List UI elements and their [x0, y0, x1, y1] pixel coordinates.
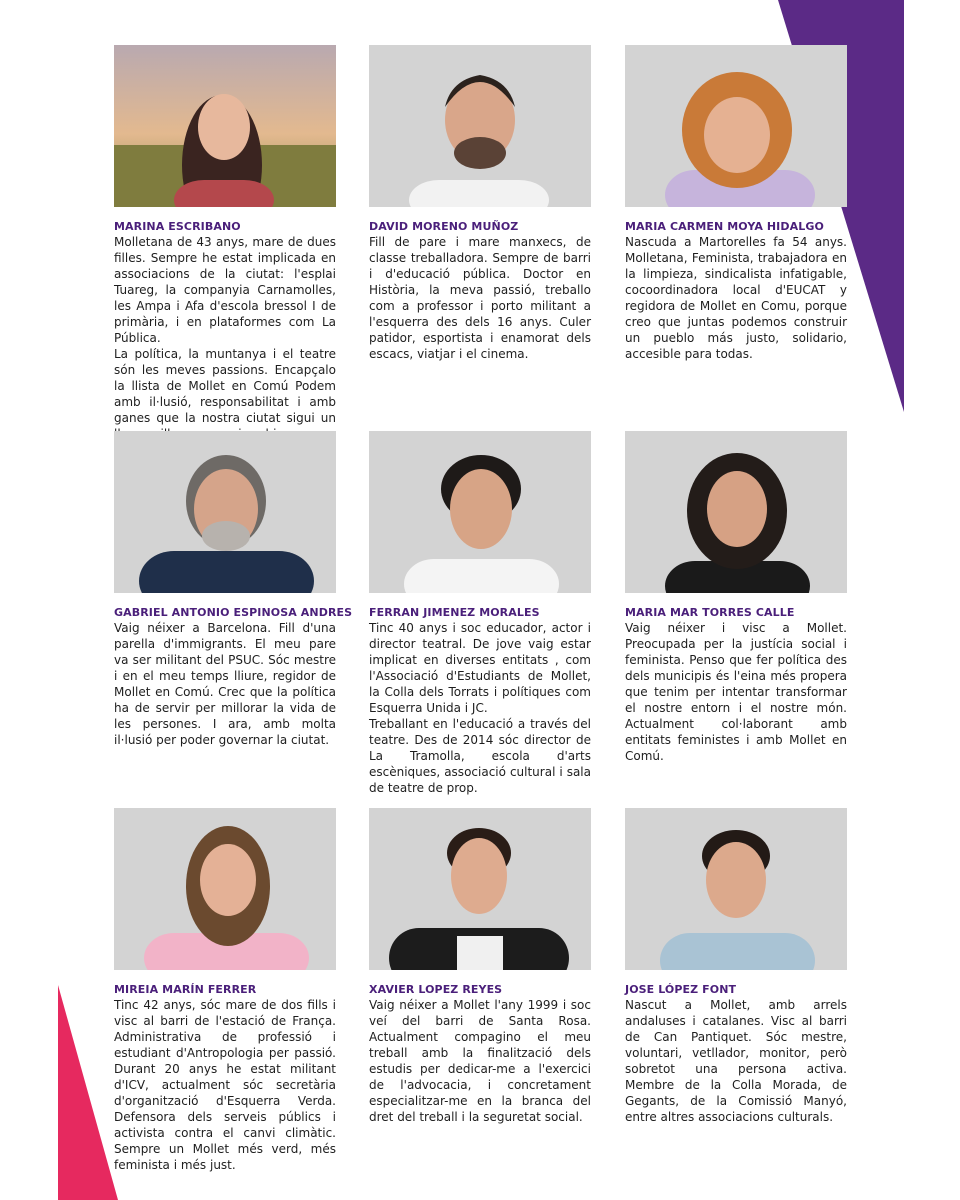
candidate-bio: Nascut a Mollet, amb arrels andaluses i catalanes. Visc al barri de Can Pantiquet. Sóc mestre, voluntari, vetllador, monitor, però sobretot una persona activa. Membre de la Colla Morada, de Gegants, de la Comissió Manyó, entre altres associacions culturals. — [625, 998, 847, 1124]
candidate-name: MARINA ESCRIBANO — [114, 220, 241, 233]
candidate-card — [625, 808, 847, 1125]
candidate-name: MIREIA MARÍN FERRER — [114, 983, 257, 996]
candidate-name: FERRAN JIMENEZ MORALES — [369, 606, 540, 619]
candidate-bio: Vaig néixer a Mollet l'any 1999 i soc veí del barri de Santa Rosa. Actualment compagino el meu treball amb la finalització dels estudis per dedicar-me a l'exercici de l'advocacia, i concretament especialitzar-me en la branca del dret del treball i la seguretat social. — [369, 998, 591, 1124]
candidate-card — [369, 45, 591, 362]
candidate-name: MARIA CARMEN MOYA HIDALGO — [625, 220, 824, 233]
candidate-photo — [114, 431, 336, 593]
candidate-photo — [114, 45, 336, 207]
candidate-card — [625, 431, 847, 764]
candidate-photo — [369, 431, 591, 593]
candidate-bio: Fill de pare i mare manxecs, de classe treballadora. Sempre de barri i d'educació pública. Doctor en Història, la meva passió, treballo com a professor i porto militant a l'esquerra des dels 16 anys. Culer patidor, esportista i enamorat dels escacs, viatjar i el cinema. — [369, 235, 591, 361]
candidate-card — [369, 808, 591, 1125]
candidate-bio: Tinc 42 anys, sóc mare de dos fills i visc al barri de l'estació de França. Administrativa de professió i estudiant d'Antropologia per passió. Durant 20 anys he estat militant d'ICV, actualment sóc secretària d'organització d'Esquerra Verda. Defensora dels serveis públics i activista contra el canvi climàtic. Sempre un Mollet més verd, més feminista i més just. — [114, 998, 336, 1172]
candidate-card — [369, 431, 591, 796]
candidate-bio: Molletana de 43 anys, mare de dues filles. Sempre he estat implicada en associacions de la ciutat: l'esplai Tuareg, la companyia Carnamolles, les Ampa i Afa d'escola bressol I de primària, i en plataformes com La Pública. La política, la muntanya i el teatre són les meves passions. Encapçalo la llista de Mollet en Comú Podem amb il·lusió, responsabilitat i amb ganes que la nostra ciutat sigui un — [114, 235, 336, 425]
candidate-name: GABRIEL ANTONIO ESPINOSA ANDRES — [114, 606, 353, 619]
candidate-name: XAVIER LOPEZ REYES — [369, 983, 503, 996]
candidate-card — [625, 45, 847, 362]
candidate-bio: Nascuda a Martorelles fa 54 anys. Molletana, Feminista, trabajadora en la limpieza, sindicalista infatigable, cocoordinadora local d'EUCAT y regidora de Mollet en Comu, porque creo que juntas podemos construir un pueblo más justo, solidario, accesible para todas. — [625, 235, 847, 361]
candidate-card — [114, 45, 336, 458]
candidate-name: DAVID MORENO MUÑOZ — [369, 220, 519, 233]
candidate-photo — [369, 808, 591, 970]
candidate-name: JOSE LÓPEZ FONT — [625, 983, 737, 996]
candidate-photo — [625, 431, 847, 593]
candidate-bio: Vaig néixer i visc a Mollet. Preocupada per la justícia social i feminista. Penso que fer política des dels municipis és l'eina més propera que tenim per intentar transformar el nostre entorn i el nostre món. Actualment col·laborant amb entitats feministes i amb Mollet en Comú. — [625, 621, 847, 763]
candidate-bio: Tinc 40 anys i soc educador, actor i director teatral. De jove vaig estar implicat en diverses entitats , com l'Associació d'Estudiants de Mollet, la Colla dels Torrats i polítiques com Esquerra Unida i JC. Treballant en l'educació a través del teatre. Des de 2014 sóc director de La Tramolla, escola d'arts escèniques, associació cultural i sala de teatre de prop. — [369, 621, 591, 795]
candidate-name: MARIA MAR TORRES CALLE — [625, 606, 795, 619]
candidate-bio: Vaig néixer a Barcelona. Fill d'una parella d'immigrants. El meu pare va ser militant del PSUC. Sóc mestre i en el meu temps lliure, regidor de Mollet en Comú. Crec que la política ha de servir per millorar la vida de les persones. I ara, amb molta il·lusió per poder governar la ciutat. — [114, 621, 336, 747]
candidate-card — [114, 808, 336, 1173]
candidate-photo — [114, 808, 336, 970]
candidate-photo — [625, 45, 847, 207]
candidate-photo — [625, 808, 847, 970]
candidate-card — [114, 431, 353, 748]
candidate-photo — [369, 45, 591, 207]
